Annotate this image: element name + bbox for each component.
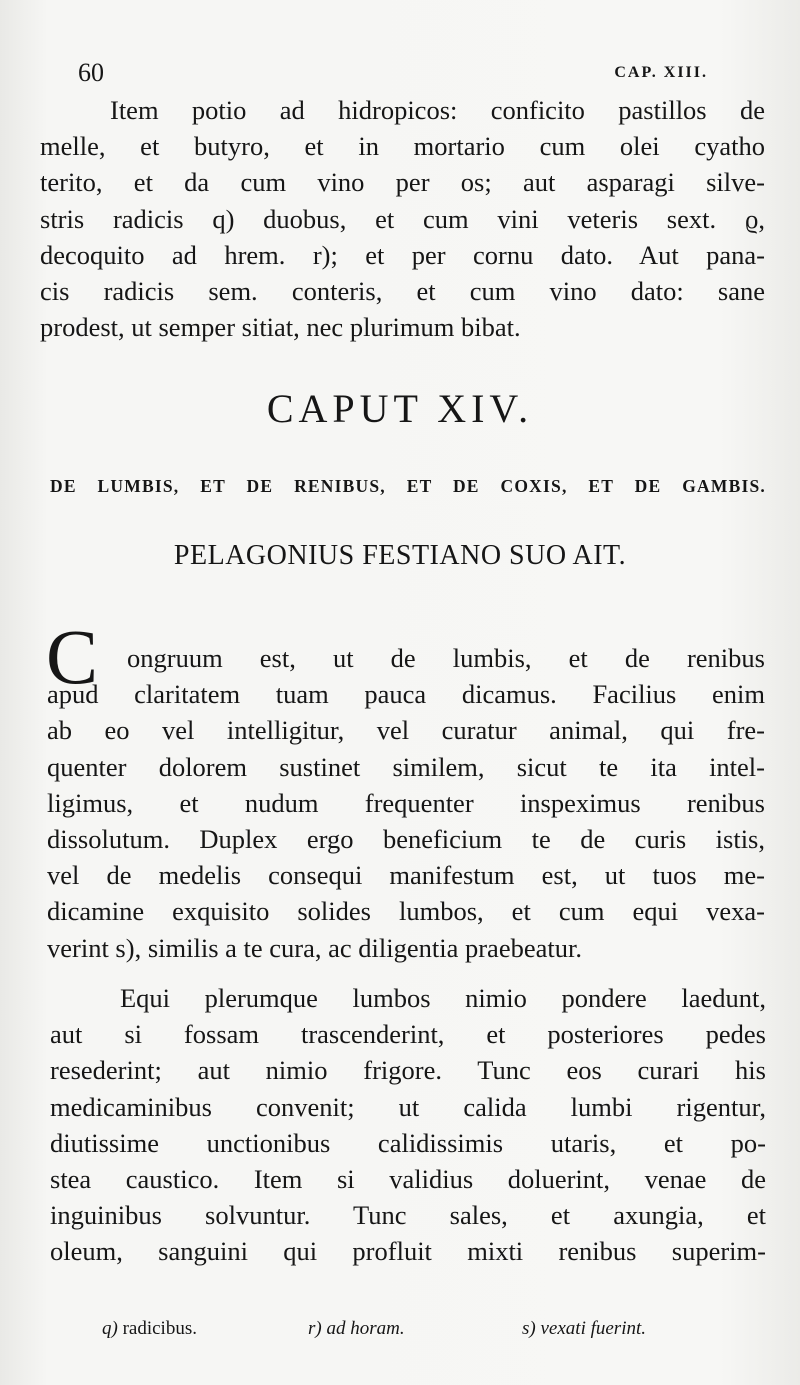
running-head [78, 58, 708, 90]
text-line: resederint; aut nimio frigore. Tunc eos curari his [50, 1055, 766, 1086]
text-line: dissolutum. Duplex ergo beneficium te de curis istis, [47, 823, 765, 854]
text-line: ongruum est, ut de lumbis, et de renibus [127, 643, 765, 673]
text-line: stea caustico. Item si validius doluerint, venae de [50, 1163, 766, 1194]
text-line: medicaminibus convenit; ut calida lumbi rigentur, [50, 1091, 766, 1122]
footnote-s [522, 1318, 646, 1340]
text-line: Equi plerumque lumbos nimio pondere laedunt, [120, 983, 766, 1013]
page-number: 60 [78, 58, 104, 87]
chapter-title: CAPUT XIV. [266, 386, 534, 431]
footnote-text: vexati fuerint. [540, 1318, 647, 1339]
footnote-mark: q) [102, 1318, 118, 1339]
chapter-reference: CAP. XIII. [614, 64, 708, 81]
text-line: verint s), similis a te cura, ac diligentia praebeatur. [47, 932, 582, 963]
text-line: Item potio ad hidropicos: conficito pastillos de [110, 95, 765, 125]
text-line: diutissime unctionibus calidissimis utaris, et po- [50, 1127, 766, 1158]
text-line: inguinibus solvuntur. Tunc sales, et axungia, et [50, 1200, 766, 1231]
text-line: cis radicis sem. conteris, et cum vino dato: sane [40, 275, 765, 306]
letter-heading: PELAGONIUS FESTIANO SUO AIT. [173, 540, 627, 571]
footnote-text: radicibus. [122, 1318, 197, 1339]
text-line: quenter dolorem sustinet similem, sicut te ita intel- [47, 751, 765, 782]
text-line: apud claritatem tuam pauca dicamus. Facilius enim [47, 679, 765, 710]
second-paragraph [50, 980, 766, 1270]
footnote-r [308, 1318, 405, 1340]
text-line: stris radicis q) duobus, et cum vini veteris sext. ϱ, [40, 203, 765, 234]
text-line: terito, et da cum vino per os; aut asparagi silve- [40, 167, 765, 198]
footnote-q [102, 1318, 197, 1340]
footnote-mark: r) [308, 1318, 322, 1339]
footnote-text: ad horam. [326, 1318, 405, 1339]
chapter-subtitle: DE LUMBIS, ET DE RENIBUS, ET DE COXIS, ET DE GAMBIS. [50, 476, 766, 496]
text-line: aut si fossam trascenderint, et posteriores pedes [50, 1019, 766, 1050]
first-paragraph [47, 640, 765, 966]
text-line: ligimus, et nudum frequenter inspeximus renibus [47, 787, 765, 818]
drop-cap: C [46, 613, 99, 700]
footnotes [102, 1318, 742, 1348]
text-line: ab eo vel intelligitur, vel curatur animal, qui fre- [47, 715, 765, 746]
text-line: decoquito ad hrem. r); et per cornu dato. Aut pana- [40, 239, 765, 270]
text-line: oleum, sanguini qui profluit mixti renibus superim- [50, 1236, 766, 1267]
top-paragraph [40, 92, 765, 345]
text-line: dicamine exquisito solides lumbos, et cum equi vexa- [47, 896, 765, 927]
text-line: prodest, ut semper sitiat, nec plurimum bibat. [40, 312, 521, 343]
text-line: vel de medelis consequi manifestum est, ut tuos me- [47, 860, 765, 891]
text-line: melle, et butyro, et in mortario cum olei cyatho [40, 131, 765, 162]
footnote-mark: s) [522, 1318, 536, 1339]
